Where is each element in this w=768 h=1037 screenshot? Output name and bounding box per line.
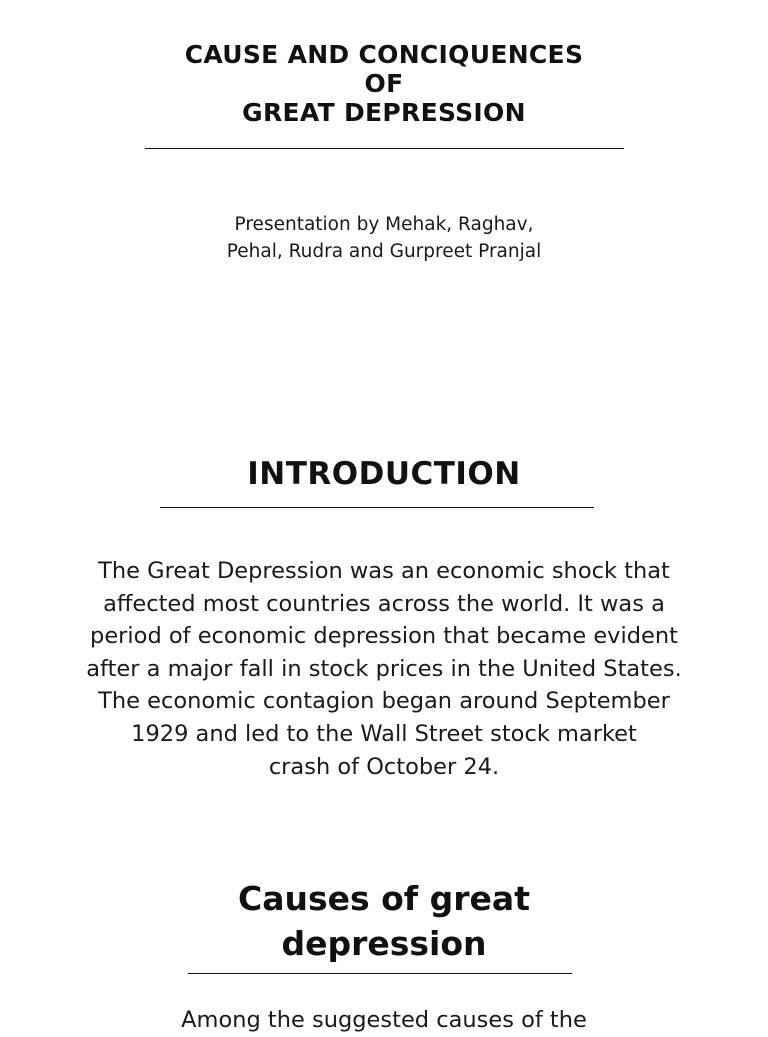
introduction-line: period of economic depression that became evident	[90, 623, 678, 650]
causes-paragraph	[0, 1004, 768, 1037]
introduction-line: after a major fall in stock prices in the United States.	[86, 655, 682, 682]
causes-heading-line-2: depression	[281, 924, 487, 963]
introduction-line: 1929 and led to the Wall Street stock market	[131, 720, 637, 747]
introduction-heading: INTRODUCTION	[247, 456, 521, 492]
title-line-3: GREAT DEPRESSION	[242, 98, 526, 127]
title-underline	[145, 148, 624, 149]
causes-underline	[188, 973, 572, 974]
introduction-line: crash of October 24.	[268, 753, 500, 780]
causes-line: Among the suggested causes of the	[181, 1007, 587, 1033]
introduction-line: The Great Depression was an economic shock that	[98, 558, 670, 584]
introduction-line: The economic contagion began around September	[98, 688, 670, 715]
introduction-line: affected most countries across the world. It was a	[103, 590, 665, 617]
introduction-underline	[160, 507, 594, 508]
presenter-byline	[0, 211, 768, 265]
introduction-paragraph	[0, 555, 768, 783]
byline-line-2: Pehal, Rudra and Gurpreet Pranjal	[226, 241, 542, 262]
causes-heading-line-1: Causes of great	[238, 879, 530, 918]
page-title	[0, 40, 768, 127]
byline-line-1: Presentation by Mehak, Raghav,	[234, 214, 534, 235]
title-line-1: CAUSE AND CONCIQUENCES	[184, 40, 584, 69]
title-line-2: OF	[364, 69, 404, 98]
causes-heading	[0, 876, 768, 966]
